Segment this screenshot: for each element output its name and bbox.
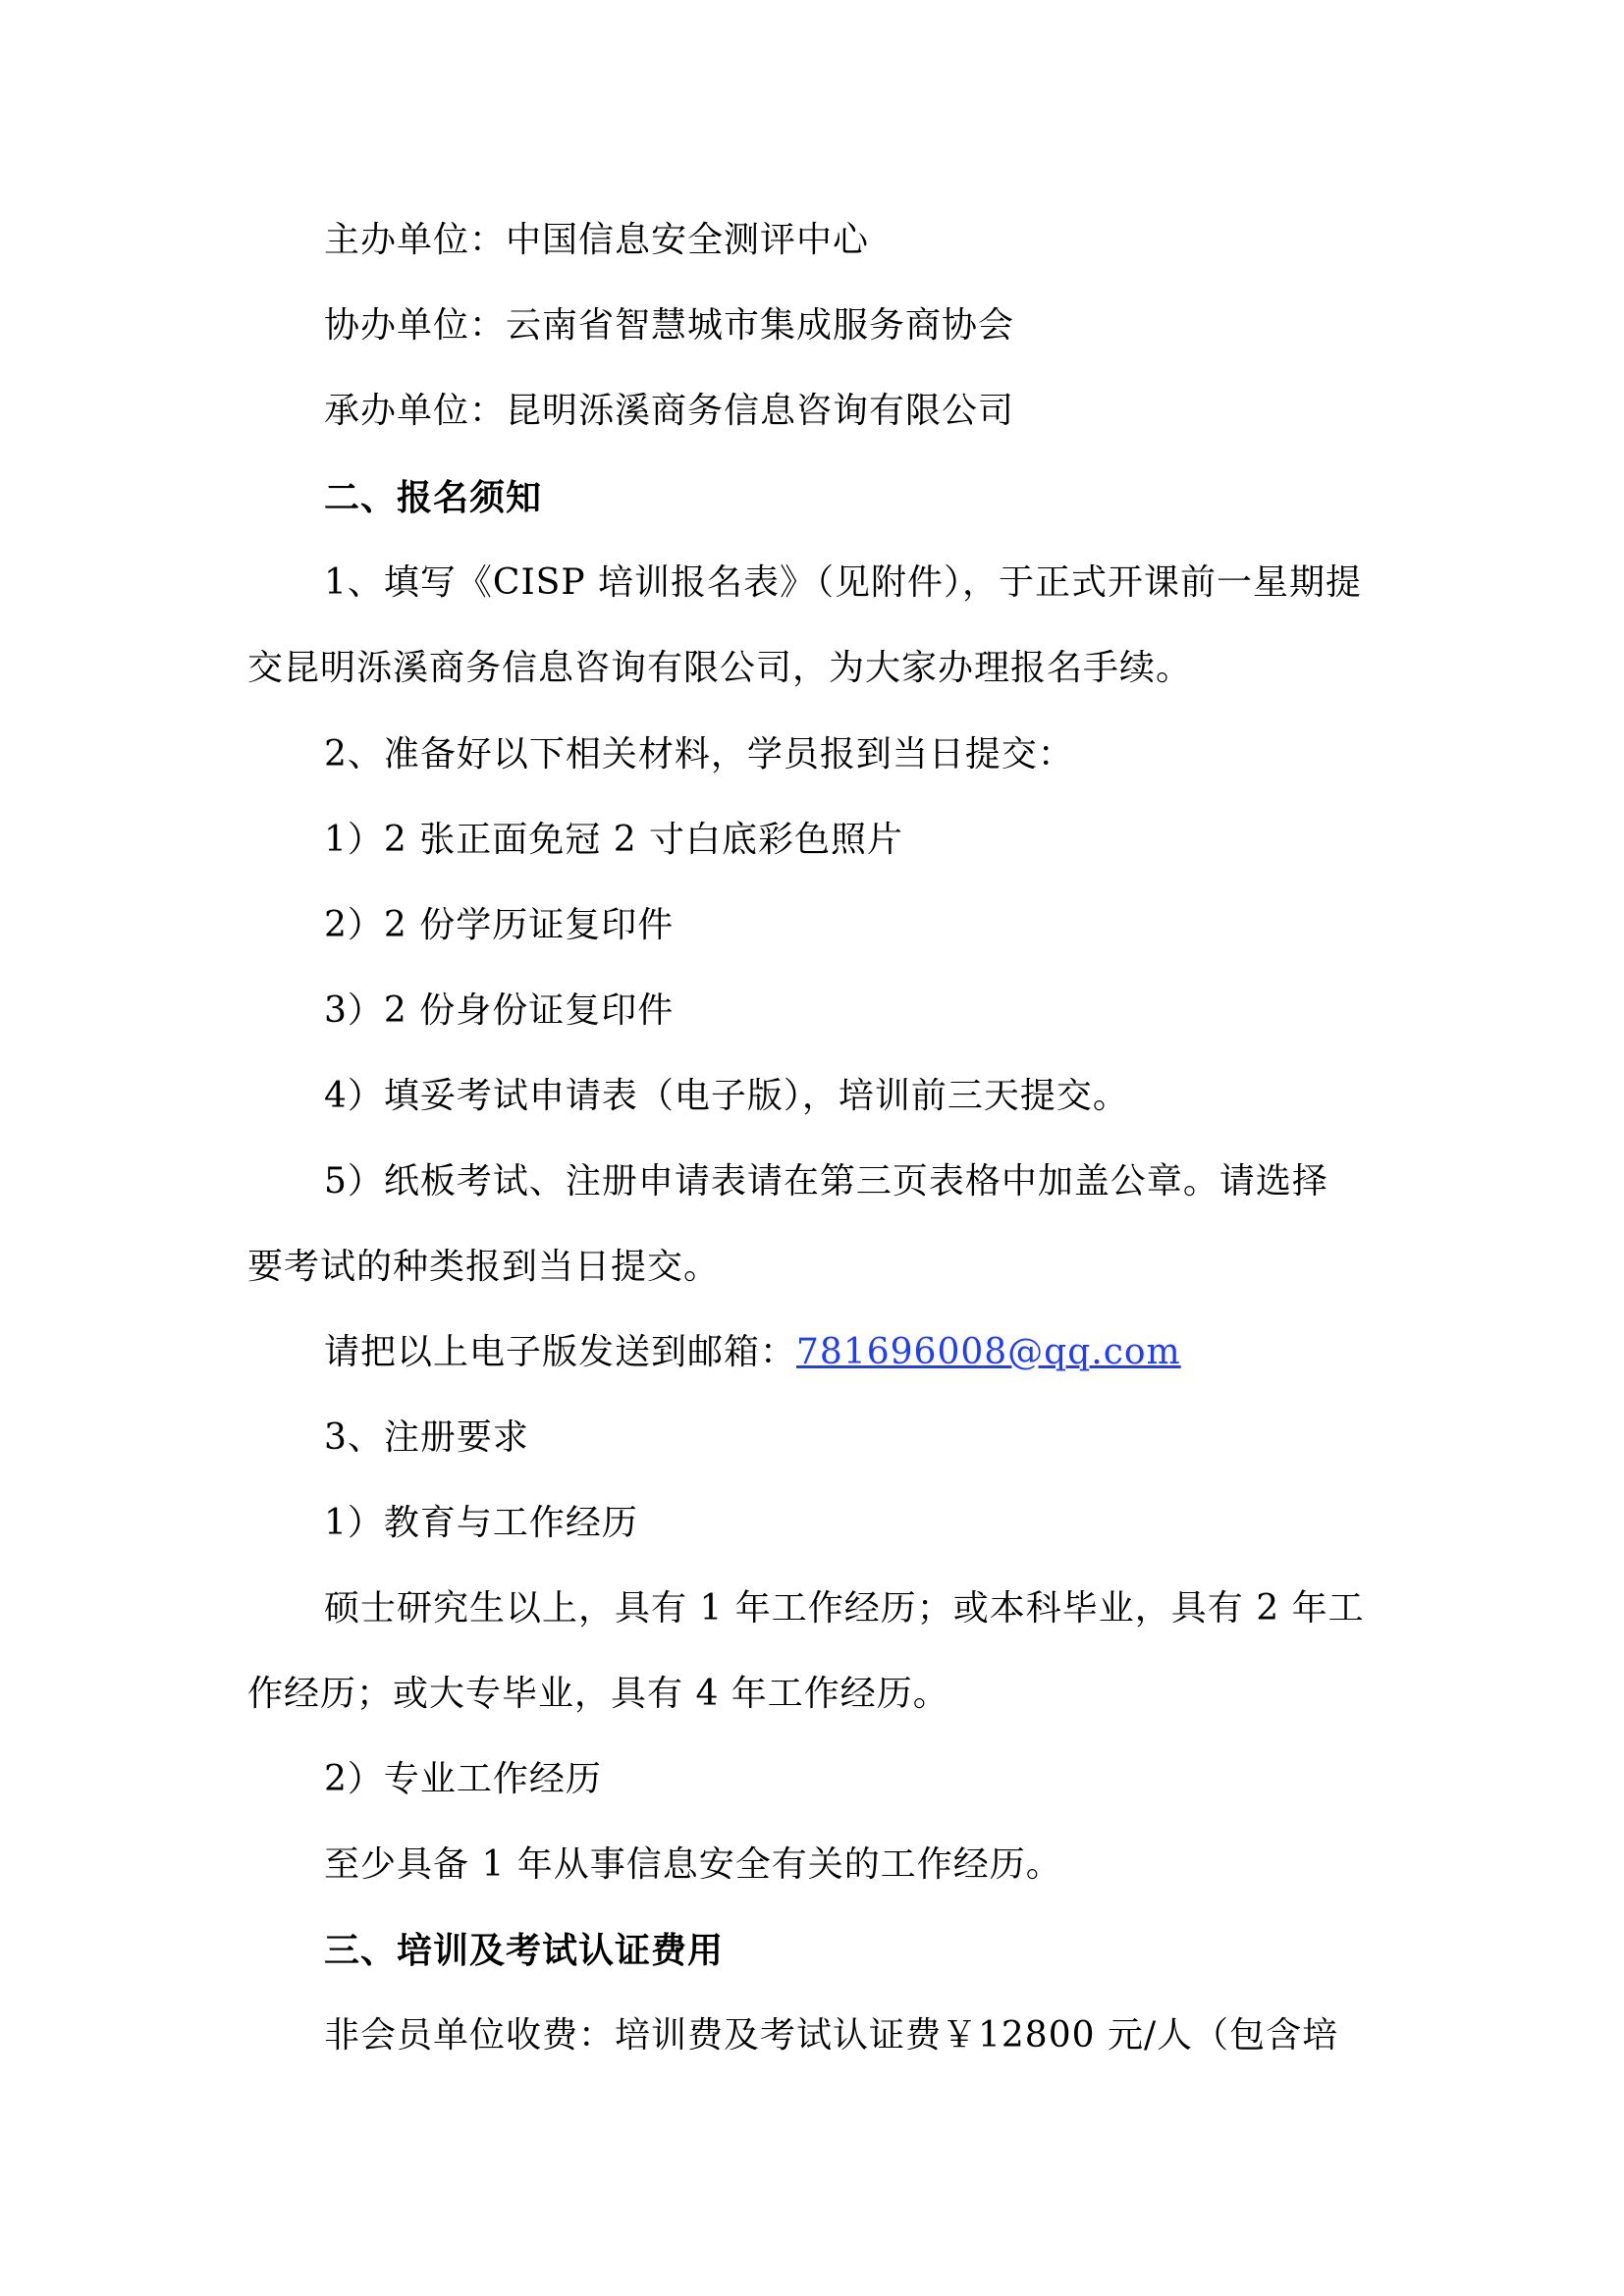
requirement-1-title: 1）教育与工作经历 (324, 1503, 638, 1543)
material-item-5-line-1: 5）纸板考试、注册申请表请在第三页表格中加盖公章。请选择 (324, 1161, 1328, 1201)
requirement-2-text: 至少具备 1 年从事信息安全有关的工作经历。 (324, 1844, 1062, 1885)
requirement-1-line-2: 作经历；或大专毕业，具有 4 年工作经历。 (247, 1674, 949, 1714)
material-item-1: 1）2 张正面免冠 2 寸白底彩色照片 (324, 820, 904, 860)
section-heading-fees: 三、培训及考试认证费用 (324, 1930, 725, 1971)
email-instruction-text: 请把以上电子版发送到邮箱： (324, 1332, 797, 1372)
organizer-undertaker: 承办单位：昆明泺溪商务信息咨询有限公司 (324, 391, 1015, 431)
material-item-3: 3）2 份身份证复印件 (324, 990, 675, 1031)
fee-line: 非会员单位收费：培训费及考试认证费￥12800 元/人（包含培 (324, 2015, 1339, 2056)
section-heading-registration: 二、报名须知 (324, 477, 543, 518)
requirement-1-line-1: 硕士研究生以上，具有 1 年工作经历；或本科毕业，具有 2 年工 (324, 1588, 1365, 1629)
organizer-co-host: 协办单位：云南省智慧城市集成服务商协会 (324, 305, 1015, 346)
organizer-host: 主办单位：中国信息安全测评中心 (324, 220, 870, 260)
registration-item-3: 3、注册要求 (324, 1417, 529, 1458)
material-item-2: 2）2 份学历证复印件 (324, 905, 675, 945)
registration-item-1-line-1: 1、填写《CISP 培训报名表》（见附件），于正式开课前一星期提 (324, 562, 1362, 603)
email-link[interactable]: 781696008@qq.com (796, 1332, 1181, 1372)
material-item-4: 4）填妥考试申请表（电子版），培训前三天提交。 (324, 1076, 1129, 1116)
requirement-2-title: 2）专业工作经历 (324, 1759, 602, 1799)
registration-item-2: 2、准备好以下相关材料，学员报到当日提交： (324, 734, 1074, 774)
email-instruction (0, 1324, 1624, 1381)
registration-item-1-line-2: 交昆明泺溪商务信息咨询有限公司，为大家办理报名手续。 (247, 648, 1193, 688)
material-item-5-line-2: 要考试的种类报到当日提交。 (247, 1247, 721, 1287)
